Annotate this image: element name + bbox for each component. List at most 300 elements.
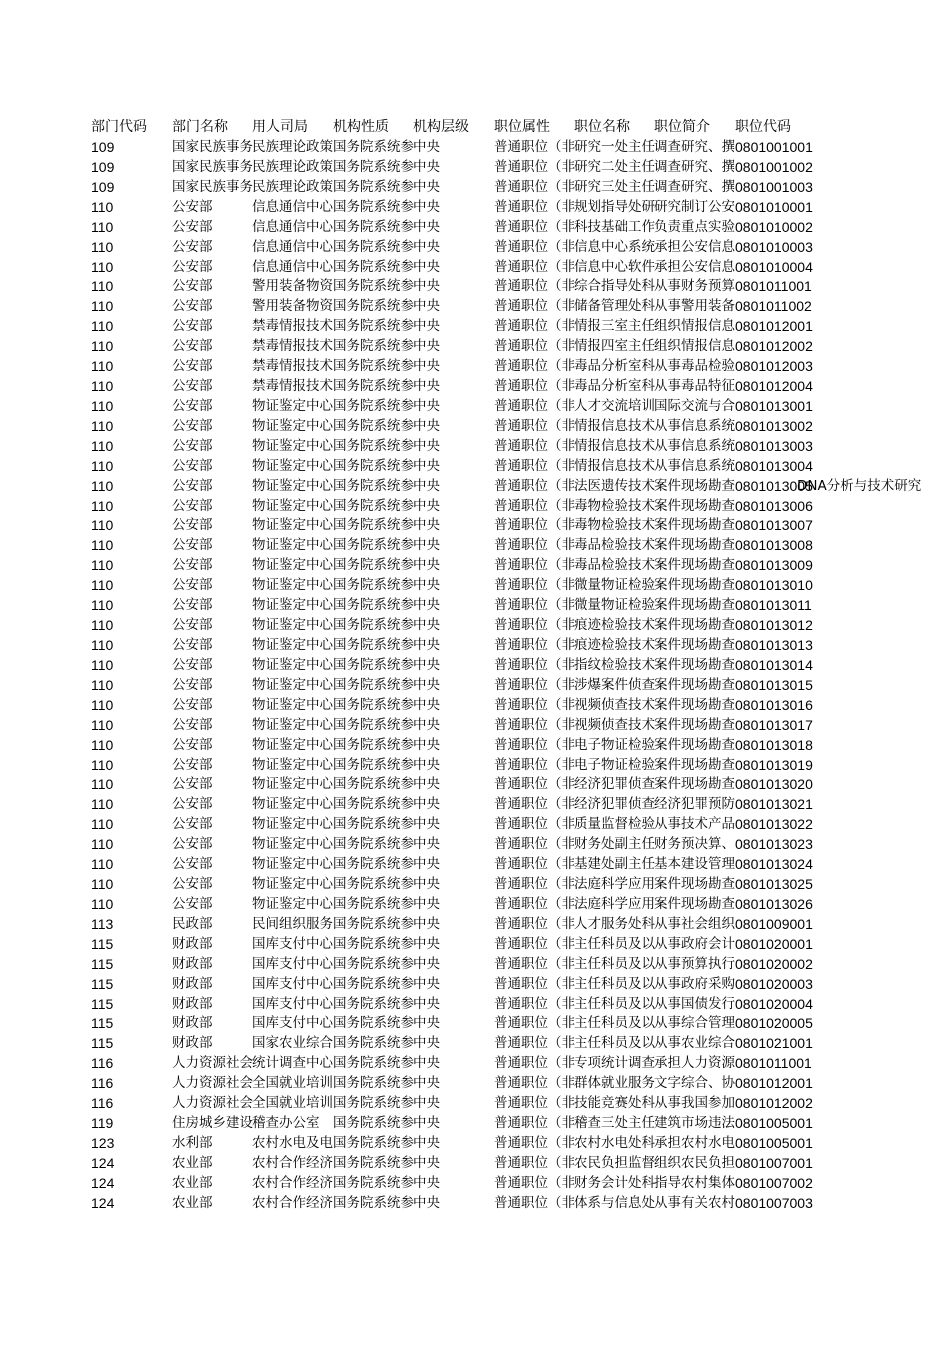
cell-position-intro: 案件现场勘查 xyxy=(654,557,735,574)
cell-bureau: 物证鉴定中心 xyxy=(252,796,333,813)
cell-dept-code: 110 xyxy=(91,656,114,673)
cell-org-nature: 国务院系统参 xyxy=(333,696,414,713)
cell-position-attr: 普通职位（非 xyxy=(494,756,575,773)
cell-position-attr: 普通职位（非 xyxy=(494,338,575,355)
cell-dept-name: 民政部 xyxy=(172,915,213,932)
cell-bureau: 警用装备物资 xyxy=(252,298,333,315)
cell-position-code: 0801012002 xyxy=(735,1095,813,1112)
cell-position-intro: 承担公安信息 xyxy=(654,258,735,275)
cell-position-intro: 调查研究、撰 xyxy=(654,158,735,175)
table-row xyxy=(0,1033,950,1053)
cell-org-nature: 国务院系统参 xyxy=(333,318,414,335)
cell-position-intro: 案件现场勘查 xyxy=(654,656,735,673)
cell-position-code: 0801013014 xyxy=(735,656,813,673)
cell-bureau: 物证鉴定中心 xyxy=(252,597,333,614)
table-row xyxy=(0,137,950,157)
cell-position-intro: 案件现场勘查 xyxy=(654,497,735,514)
cell-org-level: 中央 xyxy=(413,457,440,474)
cell-bureau: 禁毒情报技术 xyxy=(252,358,333,375)
cell-position-name: 研究三处主任 xyxy=(574,178,655,195)
table-row xyxy=(0,217,950,237)
table-row xyxy=(0,635,950,655)
cell-position-intro: 案件现场勘查 xyxy=(654,736,735,753)
cell-dept-code: 115 xyxy=(91,1035,114,1052)
cell-org-level: 中央 xyxy=(413,477,440,494)
table-row xyxy=(0,595,950,615)
cell-bureau: 物证鉴定中心 xyxy=(252,457,333,474)
cell-dept-name: 公安部 xyxy=(172,198,213,215)
cell-dept-code: 110 xyxy=(91,198,114,215)
cell-position-name: 主任科员及以 xyxy=(574,955,655,972)
cell-position-intro: 案件现场勘查 xyxy=(654,597,735,614)
cell-position-attr: 普通职位（非 xyxy=(494,1194,575,1211)
cell-org-level: 中央 xyxy=(413,158,440,175)
cell-dept-name: 财政部 xyxy=(172,1015,213,1032)
cell-position-code: 0801013010 xyxy=(735,577,813,594)
cell-position-name: 毒品检验技术 xyxy=(574,557,655,574)
cell-position-code: 0801020005 xyxy=(735,1015,813,1032)
table-row xyxy=(0,854,950,874)
cell-dept-name: 人力资源社会 xyxy=(172,1075,253,1092)
cell-position-intro: 从事毒品检验 xyxy=(654,358,735,375)
cell-org-level: 中央 xyxy=(413,1174,440,1191)
cell-dept-name: 公安部 xyxy=(172,278,213,295)
cell-dept-code: 110 xyxy=(91,796,114,813)
cell-position-name: 主任科员及以 xyxy=(574,1035,655,1052)
cell-org-nature: 国务院系统参 xyxy=(333,1055,414,1072)
cell-position-attr: 普通职位（非 xyxy=(494,597,575,614)
table-row xyxy=(0,316,950,336)
cell-position-attr: 普通职位（非 xyxy=(494,139,575,155)
cell-dept-name: 住房城乡建设 xyxy=(172,1115,253,1132)
cell-bureau: 物证鉴定中心 xyxy=(252,776,333,793)
cell-position-code: 0801005001 xyxy=(735,1135,813,1151)
cell-bureau: 禁毒情报技术 xyxy=(252,318,333,335)
cell-position-attr: 普通职位（非 xyxy=(494,497,575,514)
cell-bureau: 统计调查中心 xyxy=(252,1055,333,1072)
cell-dept-name: 公安部 xyxy=(172,537,213,554)
table-row xyxy=(0,1173,950,1193)
cell-position-code: 0801020001 xyxy=(735,935,813,952)
cell-bureau: 物证鉴定中心 xyxy=(252,716,333,733)
cell-org-nature: 国务院系统参 xyxy=(333,238,414,255)
cell-bureau: 物证鉴定中心 xyxy=(252,557,333,574)
cell-position-code: 0801013016 xyxy=(735,696,813,713)
cell-bureau: 物证鉴定中心 xyxy=(252,397,333,414)
cell-bureau: 物证鉴定中心 xyxy=(252,756,333,773)
cell-org-level: 中央 xyxy=(413,557,440,574)
cell-dept-name: 人力资源社会 xyxy=(172,1055,253,1072)
cell-dept-code: 115 xyxy=(91,995,114,1012)
cell-org-nature: 国务院系统参 xyxy=(333,856,414,873)
table-row xyxy=(0,774,950,794)
cell-position-attr: 普通职位（非 xyxy=(494,1015,575,1032)
cell-dept-code: 110 xyxy=(91,836,114,853)
cell-position-name: 综合指导处科 xyxy=(574,278,655,295)
table-row xyxy=(0,257,950,277)
table-row xyxy=(0,675,950,695)
cell-dept-code: 124 xyxy=(91,1154,115,1171)
cell-dept-code: 110 xyxy=(91,577,114,594)
header-row xyxy=(0,117,950,137)
cell-position-code: 0801007002 xyxy=(735,1174,813,1191)
cell-dept-name: 公安部 xyxy=(172,218,213,235)
cell-overflow-note: DNA分析与技术研究 xyxy=(797,477,922,494)
cell-position-intro: 案件现场勘查 xyxy=(654,716,735,733)
table-row xyxy=(0,934,950,954)
cell-position-attr: 普通职位（非 xyxy=(494,318,575,335)
cell-position-attr: 普通职位（非 xyxy=(494,895,575,912)
cell-position-name: 涉爆案件侦查 xyxy=(574,676,655,693)
cell-dept-code: 116 xyxy=(91,1075,114,1092)
cell-org-level: 中央 xyxy=(413,298,440,315)
table-row xyxy=(0,1193,950,1213)
cell-org-nature: 国务院系统参 xyxy=(333,995,414,1012)
cell-position-intro: 国际交流与合 xyxy=(654,397,735,414)
cell-bureau: 物证鉴定中心 xyxy=(252,637,333,653)
cell-position-intro: 从事信息系统 xyxy=(654,457,735,474)
cell-dept-name: 公安部 xyxy=(172,656,213,673)
cell-dept-code: 110 xyxy=(91,258,114,275)
cell-dept-name: 公安部 xyxy=(172,318,213,335)
cell-position-intro: 文字综合、协 xyxy=(654,1075,735,1092)
cell-position-name: 电子物证检验 xyxy=(574,736,655,753)
cell-org-level: 中央 xyxy=(413,637,440,653)
cell-org-level: 中央 xyxy=(413,358,440,375)
cell-position-name: 主任科员及以 xyxy=(574,995,655,1012)
cell-position-code: 0801010003 xyxy=(735,238,813,255)
cell-dept-name: 财政部 xyxy=(172,955,213,972)
cell-position-attr: 普通职位（非 xyxy=(494,278,575,295)
cell-org-nature: 国务院系统参 xyxy=(333,1095,414,1112)
cell-position-name: 情报信息技术 xyxy=(574,437,655,454)
cell-org-nature: 国务院系统参 xyxy=(333,198,414,215)
cell-position-intro: 负责重点实验 xyxy=(654,218,735,235)
cell-dept-code: 116 xyxy=(91,1055,114,1072)
header-dept-code: 部门代码 xyxy=(91,119,147,135)
cell-bureau: 国库支付中心 xyxy=(252,935,333,952)
cell-position-intro: 案件现场勘查 xyxy=(654,756,735,773)
cell-position-attr: 普通职位（非 xyxy=(494,915,575,932)
cell-org-nature: 国务院系统参 xyxy=(333,1194,414,1211)
cell-org-level: 中央 xyxy=(413,537,440,554)
cell-position-name: 群体就业服务 xyxy=(574,1075,655,1092)
cell-dept-code: 110 xyxy=(91,477,114,494)
cell-dept-name: 公安部 xyxy=(172,557,213,574)
cell-position-name: 毒物检验技术 xyxy=(574,517,655,534)
table-row xyxy=(0,1113,950,1133)
cell-bureau: 物证鉴定中心 xyxy=(252,816,333,833)
cell-org-nature: 国务院系统参 xyxy=(333,158,414,175)
table-row xyxy=(0,994,950,1014)
cell-dept-code: 110 xyxy=(91,298,114,315)
table-row xyxy=(0,874,950,894)
cell-bureau: 农村合作经济 xyxy=(252,1194,333,1211)
cell-dept-name: 公安部 xyxy=(172,676,213,693)
cell-position-name: 财务会计处科 xyxy=(574,1174,655,1191)
cell-position-intro: 案件现场勘查 xyxy=(654,876,735,893)
cell-org-level: 中央 xyxy=(413,876,440,893)
cell-dept-name: 公安部 xyxy=(172,736,213,753)
table-row xyxy=(0,1013,950,1033)
table-row xyxy=(0,296,950,316)
cell-dept-name: 公安部 xyxy=(172,895,213,912)
cell-dept-name: 公安部 xyxy=(172,358,213,375)
cell-org-nature: 国务院系统参 xyxy=(333,876,414,893)
cell-position-attr: 普通职位（非 xyxy=(494,796,575,813)
cell-position-name: 储备管理处科 xyxy=(574,298,655,315)
cell-position-intro: 从事信息系统 xyxy=(654,437,735,454)
table-row xyxy=(0,157,950,177)
cell-position-code: 0801007003 xyxy=(735,1194,813,1211)
cell-dept-code: 110 xyxy=(91,378,114,395)
cell-position-attr: 普通职位（非 xyxy=(494,1055,575,1072)
cell-position-intro: 案件现场勘查 xyxy=(654,577,735,594)
cell-bureau: 物证鉴定中心 xyxy=(252,437,333,454)
cell-org-level: 中央 xyxy=(413,895,440,912)
cell-position-attr: 普通职位（非 xyxy=(494,577,575,594)
table-row xyxy=(0,735,950,755)
cell-position-code: 0801013011 xyxy=(735,597,812,614)
cell-bureau: 国库支付中心 xyxy=(252,1015,333,1032)
cell-bureau: 全国就业培训 xyxy=(252,1075,333,1092)
table-row xyxy=(0,695,950,715)
cell-position-code: 0801013001 xyxy=(735,397,813,414)
cell-org-nature: 国务院系统参 xyxy=(333,1115,414,1132)
cell-position-attr: 普通职位（非 xyxy=(494,517,575,534)
table-row xyxy=(0,535,950,555)
cell-position-name: 情报三室主任 xyxy=(574,318,655,335)
cell-dept-code: 110 xyxy=(91,338,114,355)
cell-org-level: 中央 xyxy=(413,397,440,414)
header-position-code: 职位代码 xyxy=(735,119,791,135)
cell-position-name: 视频侦查技术 xyxy=(574,716,655,733)
cell-org-level: 中央 xyxy=(413,796,440,813)
cell-bureau: 物证鉴定中心 xyxy=(252,617,333,634)
cell-position-name: 毒品分析室科 xyxy=(574,358,655,375)
cell-org-nature: 国务院系统参 xyxy=(333,497,414,514)
cell-bureau: 警用装备物资 xyxy=(252,278,333,295)
cell-dept-name: 公安部 xyxy=(172,617,213,634)
cell-org-nature: 国务院系统参 xyxy=(333,756,414,773)
cell-dept-code: 110 xyxy=(91,517,114,534)
cell-dept-code: 110 xyxy=(91,736,114,753)
cell-dept-name: 公安部 xyxy=(172,856,213,873)
cell-position-name: 研究二处主任 xyxy=(574,158,655,175)
cell-org-level: 中央 xyxy=(413,178,440,195)
table-row xyxy=(0,575,950,595)
cell-org-level: 中央 xyxy=(413,517,440,534)
table-row xyxy=(0,376,950,396)
cell-position-attr: 普通职位（非 xyxy=(494,397,575,414)
cell-position-intro: 从事技术产品 xyxy=(654,816,735,833)
cell-dept-name: 公安部 xyxy=(172,397,213,414)
cell-org-nature: 国务院系统参 xyxy=(333,776,414,793)
cell-org-level: 中央 xyxy=(413,577,440,594)
cell-position-intro: 从事财务预算 xyxy=(654,278,735,295)
cell-org-nature: 国务院系统参 xyxy=(333,417,414,434)
cell-position-intro: 案件现场勘查 xyxy=(654,537,735,554)
cell-position-code: 0801011002 xyxy=(735,298,812,315)
header-position-name: 职位名称 xyxy=(574,119,630,135)
cell-dept-code: 113 xyxy=(91,915,114,932)
cell-org-level: 中央 xyxy=(413,915,440,932)
cell-position-intro: 案件现场勘查 xyxy=(654,696,735,713)
cell-position-attr: 普通职位（非 xyxy=(494,298,575,315)
cell-org-level: 中央 xyxy=(413,617,440,634)
cell-dept-code: 110 xyxy=(91,537,114,554)
cell-position-attr: 普通职位（非 xyxy=(494,696,575,713)
table-row xyxy=(0,1133,950,1153)
cell-dept-code: 119 xyxy=(91,1115,114,1132)
cell-position-attr: 普通职位（非 xyxy=(494,158,575,175)
table-row xyxy=(0,416,950,436)
cell-position-attr: 普通职位（非 xyxy=(494,457,575,474)
cell-position-intro: 承担公安信息 xyxy=(654,238,735,255)
cell-position-name: 信息中心系统 xyxy=(574,238,655,255)
cell-org-nature: 国务院系统参 xyxy=(333,258,414,275)
cell-dept-code: 110 xyxy=(91,756,114,773)
cell-org-nature: 国务院系统参 xyxy=(333,557,414,574)
cell-dept-code: 110 xyxy=(91,318,114,335)
cell-position-intro: 案件现场勘查 xyxy=(654,637,735,653)
cell-position-code: 0801013008 xyxy=(735,537,813,554)
cell-position-code: 0801020003 xyxy=(735,975,813,992)
cell-position-attr: 普通职位（非 xyxy=(494,876,575,893)
cell-position-attr: 普通职位（非 xyxy=(494,378,575,395)
cell-position-code: 0801011001 xyxy=(735,278,812,295)
cell-org-level: 中央 xyxy=(413,437,440,454)
cell-position-name: 农民负担监督 xyxy=(574,1154,655,1171)
cell-position-name: 科技基础工作 xyxy=(574,218,655,235)
cell-position-attr: 普通职位（非 xyxy=(494,218,575,235)
cell-dept-code: 110 xyxy=(91,617,114,634)
cell-position-attr: 普通职位（非 xyxy=(494,856,575,873)
cell-position-attr: 普通职位（非 xyxy=(494,417,575,434)
table-row xyxy=(0,456,950,476)
cell-dept-name: 国家民族事务 xyxy=(172,158,253,175)
cell-org-nature: 国务院系统参 xyxy=(333,139,414,155)
cell-position-code: 0801001001 xyxy=(735,139,813,155)
cell-position-name: 法庭科学应用 xyxy=(574,876,655,893)
cell-dept-name: 公安部 xyxy=(172,876,213,893)
table-row xyxy=(0,834,950,854)
cell-position-name: 信息中心软件 xyxy=(574,258,655,275)
cell-position-code: 0801013017 xyxy=(735,716,813,733)
cell-position-intro: 案件现场勘查 xyxy=(654,776,735,793)
cell-position-code: 0801013003 xyxy=(735,437,813,454)
cell-position-name: 微量物证检验 xyxy=(574,577,655,594)
cell-position-name: 专项统计调查 xyxy=(574,1055,655,1072)
cell-org-level: 中央 xyxy=(413,278,440,295)
cell-position-code: 0801012002 xyxy=(735,338,813,355)
cell-bureau: 农村水电及电 xyxy=(252,1135,333,1151)
cell-position-code: 0801020004 xyxy=(735,995,813,1012)
cell-bureau: 民间组织服务 xyxy=(252,915,333,932)
cell-position-name: 视频侦查技术 xyxy=(574,696,655,713)
cell-org-nature: 国务院系统参 xyxy=(333,1135,414,1151)
cell-org-level: 中央 xyxy=(413,716,440,733)
table-row xyxy=(0,356,950,376)
cell-position-name: 人才服务处科 xyxy=(574,915,655,932)
cell-position-intro: 从事有关农村 xyxy=(654,1194,735,1211)
cell-org-nature: 国务院系统参 xyxy=(333,218,414,235)
cell-position-intro: 组织情报信息 xyxy=(654,318,735,335)
cell-position-attr: 普通职位（非 xyxy=(494,477,575,494)
cell-bureau: 物证鉴定中心 xyxy=(252,696,333,713)
cell-org-nature: 国务院系统参 xyxy=(333,716,414,733)
cell-dept-code: 110 xyxy=(91,238,114,255)
cell-position-code: 0801012001 xyxy=(735,318,813,335)
cell-org-nature: 国务院系统参 xyxy=(333,178,414,195)
cell-position-intro: 调查研究、撰 xyxy=(654,178,735,195)
cell-org-level: 中央 xyxy=(413,597,440,614)
cell-position-name: 研究一处主任 xyxy=(574,139,655,155)
cell-org-level: 中央 xyxy=(413,836,440,853)
cell-org-nature: 国务院系统参 xyxy=(333,1015,414,1032)
cell-dept-name: 水利部 xyxy=(172,1135,213,1151)
cell-dept-name: 公安部 xyxy=(172,437,213,454)
cell-dept-name: 农业部 xyxy=(172,1154,213,1171)
cell-org-nature: 国务院系统参 xyxy=(333,597,414,614)
cell-position-code: 0801013023 xyxy=(735,836,813,853)
cell-position-intro: 从事综合管理 xyxy=(654,1015,735,1032)
cell-org-level: 中央 xyxy=(413,995,440,1012)
cell-position-attr: 普通职位（非 xyxy=(494,557,575,574)
cell-org-nature: 国务院系统参 xyxy=(333,895,414,912)
cell-org-nature: 国务院系统参 xyxy=(333,278,414,295)
cell-org-level: 中央 xyxy=(413,1015,440,1032)
cell-position-code: 0801013006 xyxy=(735,497,813,514)
header-position-attr: 职位属性 xyxy=(494,119,550,135)
table-row xyxy=(0,655,950,675)
cell-org-level: 中央 xyxy=(413,1095,440,1112)
cell-position-attr: 普通职位（非 xyxy=(494,637,575,653)
cell-position-attr: 普通职位（非 xyxy=(494,238,575,255)
cell-dept-code: 110 xyxy=(91,676,114,693)
cell-org-level: 中央 xyxy=(413,258,440,275)
cell-org-nature: 国务院系统参 xyxy=(333,1075,414,1092)
cell-position-name: 情报四室主任 xyxy=(574,338,655,355)
cell-org-nature: 国务院系统参 xyxy=(333,637,414,653)
cell-position-intro: 从事农业综合 xyxy=(654,1035,735,1052)
cell-position-code: 0801013024 xyxy=(735,856,813,873)
cell-position-code: 0801010001 xyxy=(735,198,813,215)
cell-position-code: 0801013005 xyxy=(735,477,813,494)
cell-org-nature: 国务院系统参 xyxy=(333,517,414,534)
cell-org-nature: 国务院系统参 xyxy=(333,437,414,454)
cell-position-code: 0801013015 xyxy=(735,676,813,693)
cell-bureau: 物证鉴定中心 xyxy=(252,856,333,873)
cell-position-intro: 组织情报信息 xyxy=(654,338,735,355)
cell-position-code: 0801013018 xyxy=(735,736,813,753)
cell-dept-code: 110 xyxy=(91,856,114,873)
cell-org-level: 中央 xyxy=(413,656,440,673)
table-row xyxy=(0,496,950,516)
cell-bureau: 民族理论政策 xyxy=(252,139,333,155)
table-row xyxy=(0,276,950,296)
cell-org-nature: 国务院系统参 xyxy=(333,338,414,355)
cell-org-level: 中央 xyxy=(413,139,440,155)
cell-dept-code: 115 xyxy=(91,955,114,972)
cell-bureau: 物证鉴定中心 xyxy=(252,497,333,514)
cell-bureau: 民族理论政策 xyxy=(252,158,333,175)
cell-dept-code: 110 xyxy=(91,716,114,733)
cell-position-attr: 普通职位（非 xyxy=(494,1075,575,1092)
cell-position-attr: 普通职位（非 xyxy=(494,816,575,833)
cell-bureau: 国库支付中心 xyxy=(252,995,333,1012)
cell-dept-code: 110 xyxy=(91,597,114,614)
